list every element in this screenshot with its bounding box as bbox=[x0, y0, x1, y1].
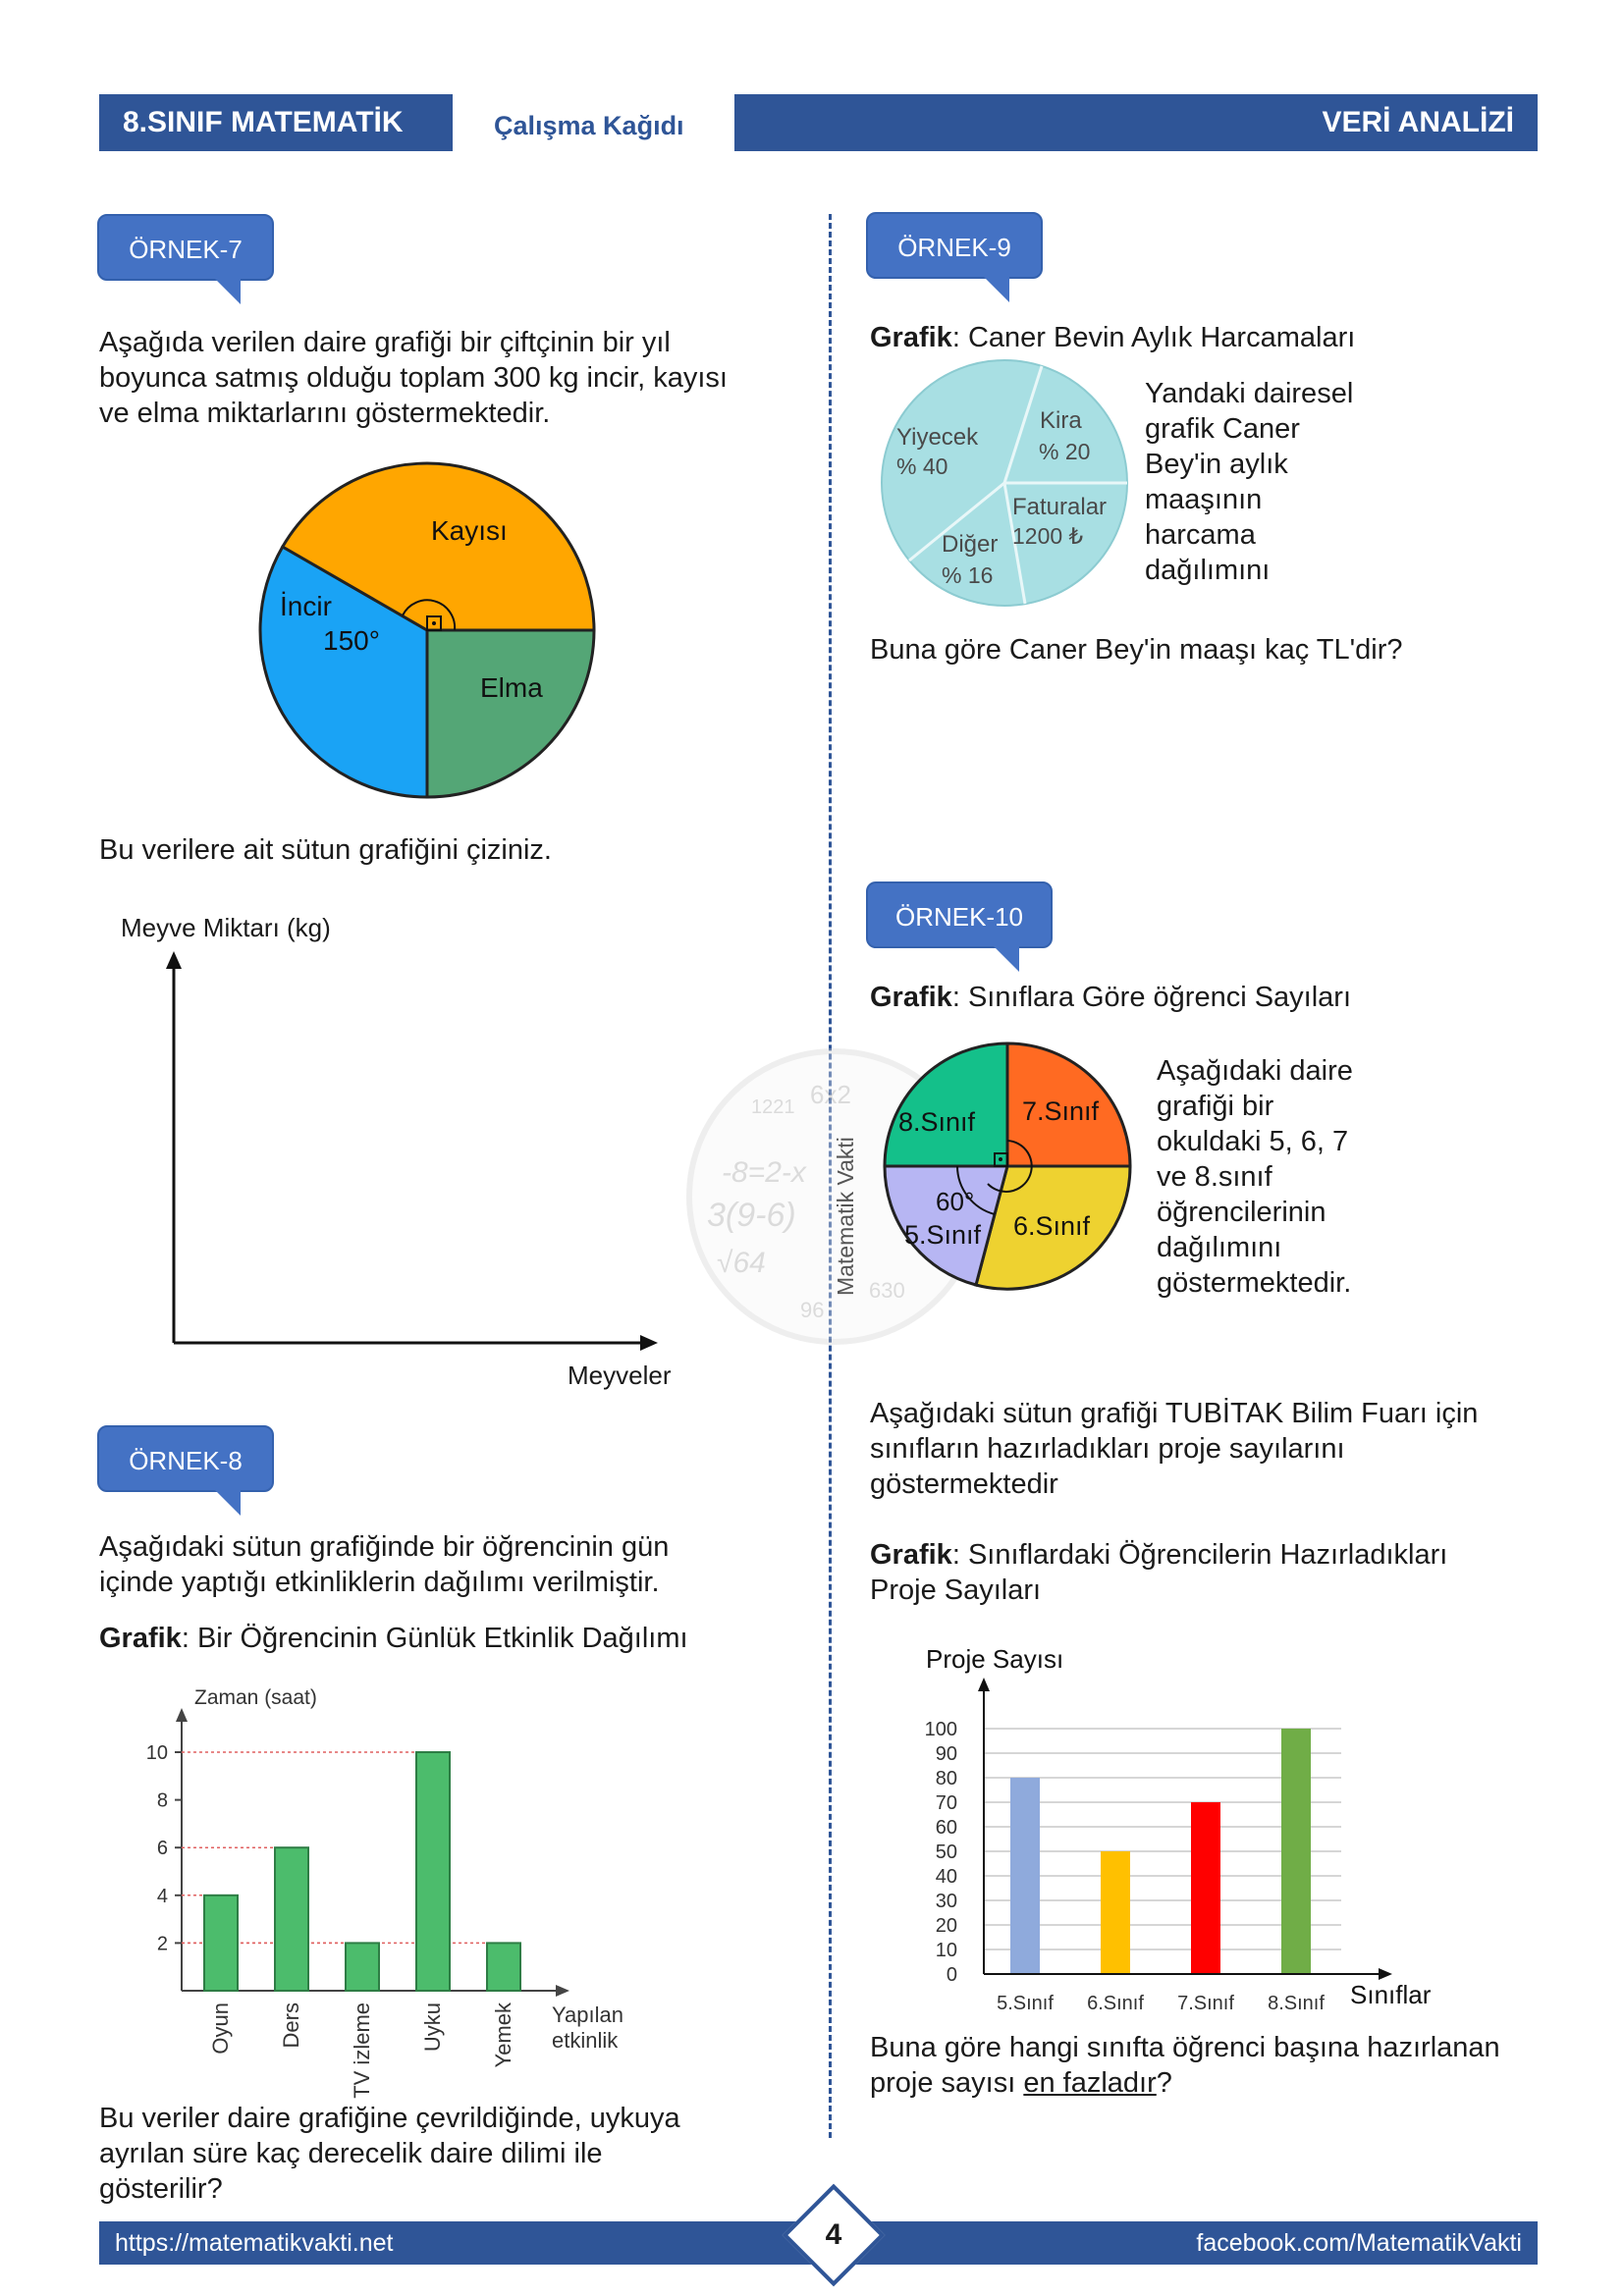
svg-text:96: 96 bbox=[800, 1298, 825, 1322]
example-10-question: Buna göre hangi sınıfta öğrenci başına hazırlanan proje sayısı en fazladır? bbox=[870, 2032, 1500, 2099]
chart2-ytick-label: 60 bbox=[935, 1817, 957, 1839]
chart2-ytick-label: 100 bbox=[924, 1719, 957, 1740]
chart1-xlabel-1: Yapılan bbox=[552, 2002, 623, 2027]
chart2-xlabel: Sınıflar bbox=[1350, 1980, 1432, 2009]
chart2-bar bbox=[1191, 1802, 1220, 1974]
pie-slice-8 bbox=[885, 1043, 1007, 1166]
chart2-ytick-label: 10 bbox=[935, 1940, 957, 1961]
pie-label-kayisi: Kayısı bbox=[431, 515, 508, 546]
pie-label-5: 5.Sınıf bbox=[904, 1220, 982, 1250]
chart2-bar bbox=[1101, 1851, 1130, 1974]
expenses-pie-chart bbox=[877, 357, 1132, 613]
example-10-graph2-title: Grafik: Sınıflardaki Öğrencilerin Hazırladıkları Proje Sayıları bbox=[870, 1539, 1448, 1606]
axis-y-label: Meyve Miktarı (kg) bbox=[121, 913, 331, 942]
chart1-bar bbox=[275, 1847, 308, 1991]
chart2-ytick-label: 0 bbox=[946, 1964, 957, 1986]
example-10-graph-title: Grafik: Sınıflara Göre öğrenci Sayıları bbox=[870, 982, 1352, 1013]
header-right-title: VERİ ANALİZİ bbox=[734, 94, 1538, 151]
pie-label-elma: Elma bbox=[480, 672, 543, 703]
chart2-ytick-label: 40 bbox=[935, 1866, 957, 1888]
footer-website-link[interactable]: https://matematikvakti.net bbox=[115, 2229, 394, 2257]
pie-label-8: 8.Sınıf bbox=[898, 1107, 976, 1137]
svg-text:3(9-6): 3(9-6) bbox=[707, 1197, 796, 1234]
example-7-instruction: Bu verilere ait sütun grafiğini çiziniz. bbox=[99, 834, 552, 866]
pie-label-incir: İncir bbox=[280, 591, 332, 621]
chart2-xtick-label: 7.Sınıf bbox=[1177, 1993, 1234, 2014]
example-8-text: Aşağıdaki sütun grafiğinde bir öğrencinin gün içinde yaptığı etkinliklerin dağılımı verilmiştir. bbox=[99, 1531, 670, 1598]
chart2-ytick-label: 80 bbox=[935, 1768, 957, 1789]
chart1-bar bbox=[204, 1896, 238, 1991]
pie-label-diger: Diğer bbox=[942, 531, 999, 558]
footer-facebook-link[interactable]: facebook.com/MatematikVakti bbox=[1196, 2229, 1522, 2257]
pie-label-faturalar-value: 1200 ₺ bbox=[1012, 523, 1084, 549]
chart1-xtick-label: Uyku bbox=[420, 2002, 445, 2053]
axis-x-label: Meyveler bbox=[568, 1361, 672, 1390]
example-10-intro: Aşağıdaki sütun grafiği TUBİTAK Bilim Fuarı için sınıfların hazırladıkları proje sayılarını göstermektedir bbox=[870, 1398, 1479, 1500]
example-9-badge: ÖRNEK-9 bbox=[866, 212, 1043, 279]
chart1-bar bbox=[346, 1943, 379, 1991]
class-pie-chart bbox=[879, 1038, 1136, 1295]
example-10-side-text: Aşağıdaki daire grafiği bir okuldaki 5, 6, 7 ve 8.sınıf öğrencilerinin dağılımını göstermektedir. bbox=[1157, 1055, 1353, 1299]
pie-label-yiyecek: Yiyecek bbox=[896, 424, 979, 451]
chart2-xtick-label: 5.Sınıf bbox=[997, 1993, 1054, 2014]
svg-text:1221: 1221 bbox=[751, 1096, 795, 1118]
chart2-ytick-label: 70 bbox=[935, 1792, 957, 1814]
example-8-badge: ÖRNEK-8 bbox=[97, 1425, 274, 1492]
svg-text:6x2: 6x2 bbox=[810, 1080, 851, 1109]
chart1-ylabel: Zaman (saat) bbox=[194, 1686, 317, 1709]
example-9-graph-title: Grafik: Caner Bevin Aylık Harcamaları bbox=[870, 322, 1356, 353]
example-8-question: Bu veriler daire grafiğine çevrildiğinde, uykuya ayrılan süre kaç derecelik daire dilimi ile gösterilir? bbox=[99, 2103, 680, 2205]
chart1-xlabel-2: etkinlik bbox=[552, 2028, 619, 2053]
pie-label-6: 6.Sınıf bbox=[1013, 1211, 1091, 1241]
pie-label-faturalar: Faturalar bbox=[1012, 494, 1108, 520]
pie-label-7: 7.Sınıf bbox=[1022, 1096, 1100, 1126]
chart1-xtick-label: Yemek bbox=[491, 2002, 515, 2068]
chart1-ytick-label: 8 bbox=[156, 1789, 168, 1812]
chart1-xtick-label: Ders bbox=[279, 2002, 303, 2049]
chart1-ytick-label: 2 bbox=[156, 1933, 168, 1955]
pie-label-diger-percent: % 16 bbox=[942, 562, 994, 588]
chart1-ytick-label: 4 bbox=[156, 1885, 168, 1907]
example-9-question: Buna göre Caner Bey'in maaşı kaç TL'dir? bbox=[870, 634, 1403, 666]
pie-label-kira: Kira bbox=[1040, 407, 1082, 434]
example-9-side-text: Yandaki dairesel grafik Caner Bey'in aylık maaşının harcama dağılımını bbox=[1145, 378, 1354, 586]
example-7-badge: ÖRNEK-7 bbox=[97, 214, 274, 281]
activity-bar-chart bbox=[128, 1679, 648, 2110]
header-center-title: Çalışma Kağıdı bbox=[494, 111, 684, 140]
pie-label-kira-percent: % 20 bbox=[1039, 439, 1091, 464]
svg-text:√64: √64 bbox=[717, 1247, 766, 1279]
svg-text:-8=2-x: -8=2-x bbox=[722, 1156, 806, 1189]
chart1-ytick-label: 6 bbox=[156, 1838, 168, 1860]
chart2-ytick-label: 50 bbox=[935, 1842, 957, 1863]
empty-bar-axes bbox=[157, 947, 668, 1360]
pie-label-yiyecek-percent: % 40 bbox=[896, 454, 948, 479]
pie-angle-label: 150° bbox=[323, 625, 380, 656]
chart2-ylabel: Proje Sayısı bbox=[926, 1644, 1064, 1674]
chart1-bar bbox=[416, 1752, 450, 1991]
pie-slice-elma bbox=[427, 630, 594, 797]
chart1-xtick-label: TV izleme bbox=[350, 2002, 374, 2099]
chart2-bar bbox=[1010, 1778, 1040, 1974]
header-left-title: 8.SINIF MATEMATİK bbox=[99, 94, 453, 151]
fruit-pie-chart bbox=[250, 454, 604, 807]
example-7-text: Aşağıda verilen daire grafiği bir çiftçinin bir yıl boyunca satmış olduğu toplam 300 kg incir, kayısı ve elma miktarlarını göstermektedir. bbox=[99, 327, 728, 429]
chart1-bar bbox=[487, 1943, 520, 1991]
page-number: 4 bbox=[825, 2218, 842, 2251]
chart2-xtick-label: 6.Sınıf bbox=[1087, 1993, 1144, 2014]
svg-text:630: 630 bbox=[869, 1278, 905, 1303]
chart1-xtick-label: Oyun bbox=[208, 2002, 233, 2055]
chart2-ytick-label: 20 bbox=[935, 1915, 957, 1937]
chart2-ytick-label: 90 bbox=[935, 1743, 957, 1765]
example-8-graph-title: Grafik: Bir Öğrencinin Günlük Etkinlik Dağılımı bbox=[99, 1623, 688, 1654]
watermark-text: Matematik Vakti bbox=[833, 1137, 858, 1296]
projects-bar-chart bbox=[903, 1634, 1551, 2027]
chart2-xtick-label: 8.Sınıf bbox=[1268, 1993, 1325, 2014]
pie-angle-60: 60° bbox=[936, 1187, 975, 1216]
example-10-badge: ÖRNEK-10 bbox=[866, 881, 1053, 948]
chart2-ytick-label: 30 bbox=[935, 1891, 957, 1912]
chart1-ytick-label: 10 bbox=[145, 1742, 168, 1764]
chart2-bar bbox=[1281, 1729, 1311, 1974]
